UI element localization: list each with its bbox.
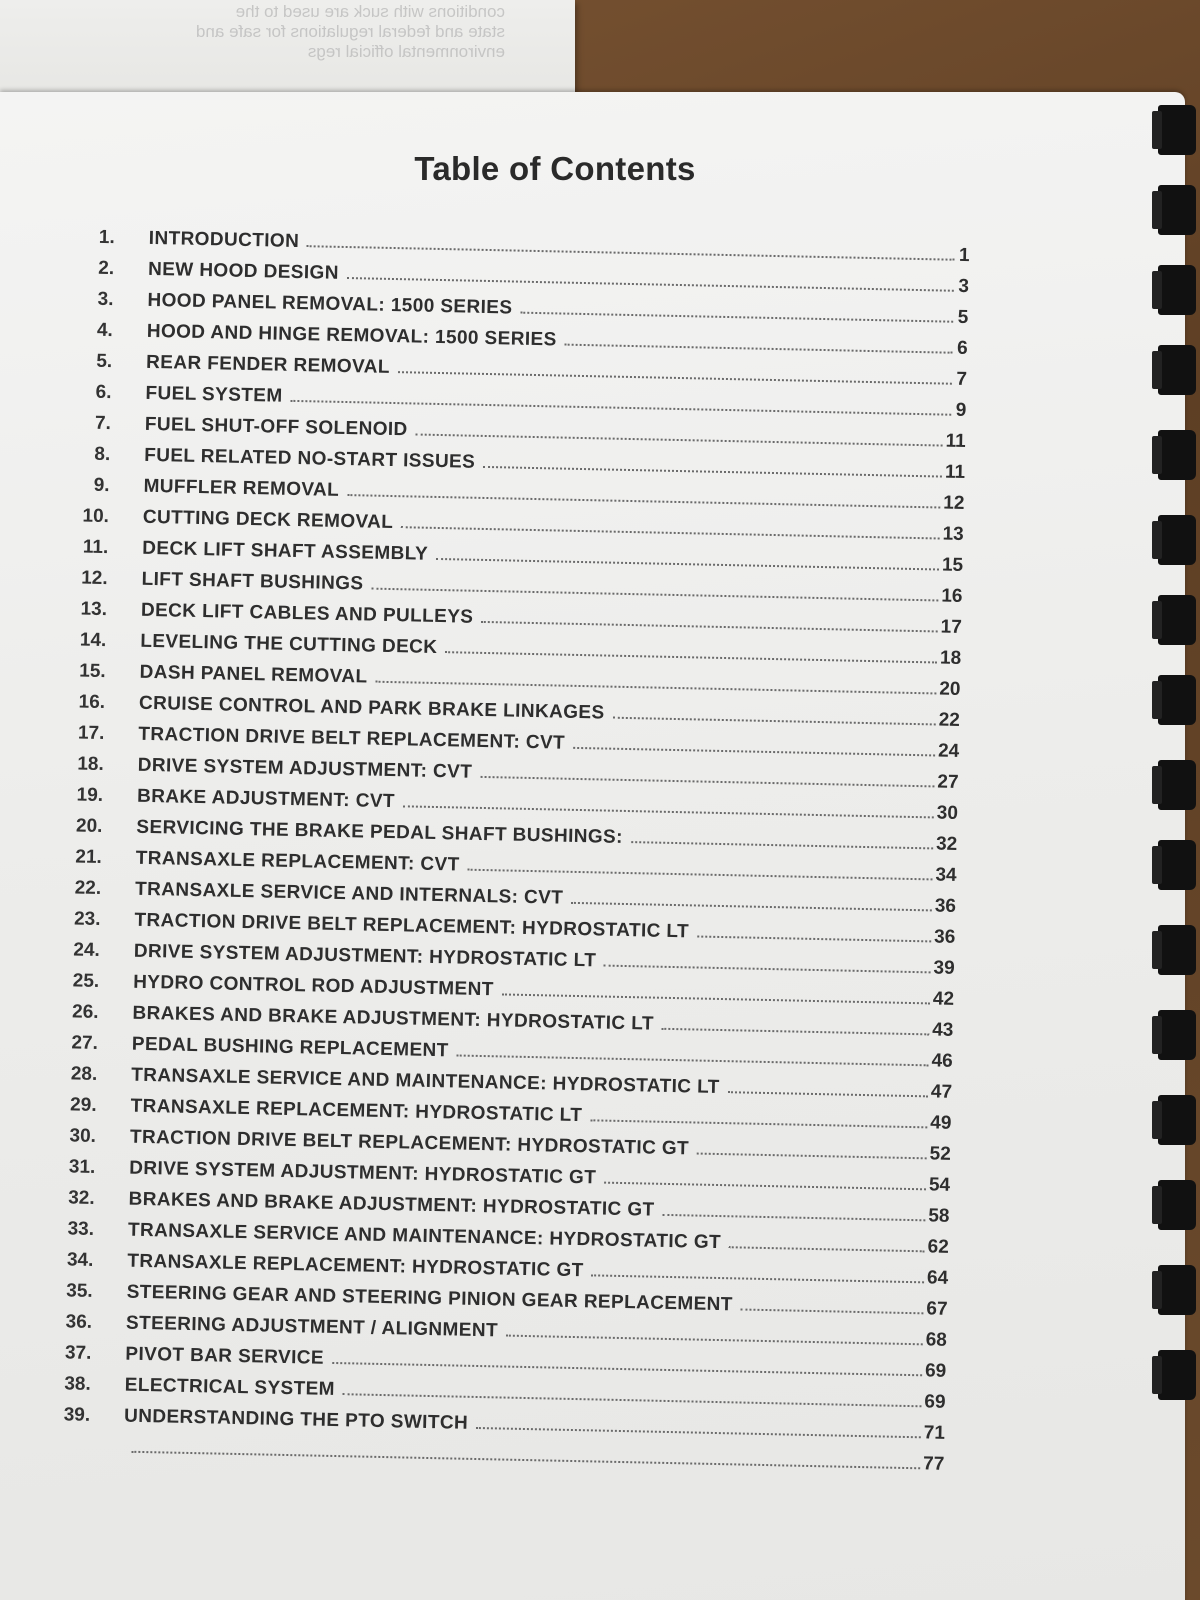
toc-entry-number: 6. bbox=[95, 381, 112, 404]
toc-entry-title: DRIVE SYSTEM ADJUSTMENT: CVT bbox=[137, 754, 473, 783]
binding-coil bbox=[1158, 1010, 1196, 1060]
toc-entry-page: 13 bbox=[942, 523, 964, 545]
toc-entry-page: 27 bbox=[937, 771, 959, 793]
binding-coil bbox=[1158, 840, 1196, 890]
toc-entry-page: 17 bbox=[940, 616, 963, 638]
toc-entry-number: 30. bbox=[69, 1125, 97, 1147]
binding-coil bbox=[1158, 430, 1196, 480]
toc-entry-title: HOOD AND HINGE REMOVAL: 1500 SERIES bbox=[146, 320, 557, 351]
toc-entry-number: 20. bbox=[75, 815, 103, 838]
toc-entry-page: 24 bbox=[937, 740, 960, 762]
dot-leader bbox=[741, 1308, 924, 1314]
toc-entry-page: 5 bbox=[957, 306, 969, 329]
toc-entry-page: 36 bbox=[933, 926, 956, 948]
background-text-line: environmental official regs bbox=[307, 42, 505, 61]
toc-entry-number: 9. bbox=[93, 474, 110, 497]
dot-leader bbox=[631, 841, 933, 849]
toc-entry-title: TRACTION DRIVE BELT REPLACEMENT: HYDROSTATIC GT bbox=[129, 1126, 690, 1160]
toc-entry-page: 34 bbox=[935, 864, 957, 886]
toc-entry-number: 36. bbox=[65, 1311, 93, 1333]
binding-coil bbox=[1158, 760, 1196, 810]
toc-entry-page: 16 bbox=[941, 585, 963, 607]
dot-leader bbox=[403, 805, 934, 818]
dot-leader bbox=[347, 494, 940, 508]
dot-leader bbox=[502, 993, 930, 1004]
dot-leader bbox=[697, 1153, 927, 1160]
page-title: Table of Contents bbox=[414, 150, 696, 187]
dot-leader bbox=[604, 1182, 926, 1191]
binding-coil bbox=[1158, 345, 1196, 395]
toc-entry-title: NEW HOOD DESIGN bbox=[147, 258, 340, 284]
toc-entry-page: 12 bbox=[943, 492, 965, 514]
dot-leader bbox=[332, 1362, 922, 1376]
binding-coil bbox=[1158, 1265, 1196, 1315]
dot-leader bbox=[476, 1427, 921, 1438]
toc-entry-title: PEDAL BUSHING REPLACEMENT bbox=[131, 1033, 449, 1062]
toc-entry-page: 77 bbox=[922, 1453, 945, 1475]
toc-entry-page: 7 bbox=[956, 368, 968, 391]
toc-entry-page: 69 bbox=[924, 1360, 947, 1382]
toc-entry-number: 19. bbox=[76, 784, 104, 807]
toc-entry-title: SERVICING THE BRAKE PEDAL SHAFT BUSHINGS: bbox=[136, 816, 624, 848]
toc-entry-title: CUTTING DECK REMOVAL bbox=[142, 506, 394, 534]
table-of-contents bbox=[34, 226, 970, 1485]
toc-entry-number bbox=[34, 1451, 123, 1453]
binding-coil bbox=[1158, 925, 1196, 975]
toc-entry-number: 2. bbox=[98, 257, 115, 280]
toc-entry-title: DECK LIFT SHAFT ASSEMBLY bbox=[142, 537, 429, 565]
binding-coil bbox=[1158, 105, 1196, 155]
dot-leader bbox=[375, 681, 936, 695]
dot-leader bbox=[131, 1451, 920, 1470]
toc-entry-number: 39. bbox=[63, 1404, 91, 1426]
toc-entry-title: TRACTION DRIVE BELT REPLACEMENT: HYDROSTATIC LT bbox=[134, 909, 690, 943]
toc-entry-number: 29. bbox=[69, 1094, 97, 1116]
toc-entry-number: 37. bbox=[64, 1342, 92, 1364]
dot-leader bbox=[590, 1119, 927, 1128]
toc-entry-number: 7. bbox=[94, 412, 112, 435]
background-text-line: state and federal regulations for safe and bbox=[195, 22, 505, 41]
dot-leader bbox=[697, 935, 931, 942]
toc-entry-title: ELECTRICAL SYSTEM bbox=[124, 1374, 336, 1401]
toc-entry-title: DASH PANEL REMOVAL bbox=[139, 661, 368, 688]
toc-entry-page: 52 bbox=[929, 1143, 951, 1165]
toc-entry-number: 38. bbox=[64, 1373, 91, 1395]
toc-entry-page: 3 bbox=[958, 275, 970, 298]
dot-leader bbox=[371, 588, 938, 602]
toc-entry-number: 15. bbox=[79, 660, 106, 683]
toc-entry-page: 39 bbox=[933, 957, 955, 979]
dot-leader bbox=[347, 277, 954, 292]
toc-entry-title: STEERING GEAR AND STEERING PINION GEAR REPLACEMENT bbox=[126, 1281, 734, 1316]
toc-entry-title: PIVOT BAR SERVICE bbox=[125, 1343, 325, 1369]
toc-entry-title: STEERING ADJUSTMENT / ALIGNMENT bbox=[125, 1312, 499, 1342]
toc-entry-title: CRUISE CONTROL AND PARK BRAKE LINKAGES bbox=[138, 692, 605, 724]
dot-leader bbox=[565, 344, 953, 354]
toc-entry-title: TRANSAXLE SERVICE AND MAINTENANCE: HYDROSTATIC GT bbox=[127, 1219, 722, 1254]
toc-entry-page: 68 bbox=[925, 1329, 948, 1351]
toc-entry-title: HOOD PANEL REMOVAL: 1500 SERIES bbox=[147, 289, 513, 319]
dot-leader bbox=[468, 869, 933, 881]
toc-entry-number: 24. bbox=[73, 939, 101, 961]
toc-entry-number: 11. bbox=[82, 536, 109, 559]
toc-entry-title: BRAKES AND BRAKE ADJUSTMENT: HYDROSTATIC GT bbox=[128, 1188, 655, 1221]
dot-leader bbox=[728, 1091, 928, 1097]
dot-leader bbox=[401, 526, 939, 539]
binding-coil bbox=[1158, 1095, 1196, 1145]
binding-coil bbox=[1158, 1180, 1196, 1230]
dot-leader bbox=[343, 1393, 922, 1407]
toc-entry-number: 1. bbox=[98, 226, 115, 249]
toc-entry-page: 9 bbox=[955, 399, 967, 422]
toc-entry-page: 15 bbox=[941, 554, 964, 576]
toc-entry-number: 25. bbox=[72, 970, 100, 992]
toc-entry-page: 71 bbox=[923, 1422, 946, 1444]
toc-entry-title: TRANSAXLE SERVICE AND MAINTENANCE: HYDROSTATIC LT bbox=[131, 1064, 720, 1099]
toc-entry-page: 46 bbox=[931, 1050, 953, 1072]
dot-leader bbox=[483, 466, 942, 478]
toc-entry-page: 54 bbox=[928, 1174, 951, 1196]
toc-entry-page: 22 bbox=[938, 709, 961, 731]
toc-entry-title: TRANSAXLE SERVICE AND INTERNALS: CVT bbox=[134, 878, 564, 909]
toc-entry-title: BRAKE ADJUSTMENT: CVT bbox=[136, 785, 396, 813]
dot-leader bbox=[662, 1214, 925, 1222]
toc-entry-number: 18. bbox=[77, 753, 104, 776]
toc-entry-number: 3. bbox=[97, 288, 114, 311]
binding-coil bbox=[1158, 515, 1196, 565]
toc-entry-page: 69 bbox=[924, 1391, 946, 1413]
toc-entry-page: 6 bbox=[956, 337, 968, 360]
toc-entry-page: 20 bbox=[939, 678, 961, 700]
background-sheet-text bbox=[0, 2, 575, 62]
toc-entry-number: 32. bbox=[68, 1187, 95, 1209]
dot-leader bbox=[398, 371, 952, 385]
toc-entry-number: 5. bbox=[96, 350, 113, 373]
spiral-binding bbox=[1156, 95, 1198, 1495]
binding-coil bbox=[1158, 265, 1196, 315]
toc-entry-title: REAR FENDER REMOVAL bbox=[145, 351, 391, 378]
toc-entry-number: 35. bbox=[66, 1280, 93, 1302]
toc-entry-number: 21. bbox=[75, 846, 103, 869]
toc-entry-title: DECK LIFT CABLES AND PULLEYS bbox=[140, 599, 474, 628]
dot-leader bbox=[436, 558, 939, 571]
toc-entry-title: UNDERSTANDING THE PTO SWITCH bbox=[123, 1405, 469, 1434]
toc-entry-page: 47 bbox=[930, 1081, 953, 1103]
toc-entry-page: 64 bbox=[926, 1267, 949, 1289]
toc-entry-title: FUEL SHUT-OFF SOLENOID bbox=[144, 413, 408, 441]
toc-entry-page: 49 bbox=[930, 1112, 952, 1134]
toc-entry-number: 28. bbox=[70, 1063, 98, 1085]
binding-coil bbox=[1158, 675, 1196, 725]
toc-entry-title: LEVELING THE CUTTING DECK bbox=[140, 630, 438, 658]
toc-entry-title: DRIVE SYSTEM ADJUSTMENT: HYDROSTATIC LT bbox=[133, 940, 597, 972]
toc-entry-number: 34. bbox=[66, 1249, 94, 1271]
toc-entry-title: TRACTION DRIVE BELT REPLACEMENT: CVT bbox=[138, 723, 566, 754]
dot-leader bbox=[612, 717, 935, 726]
dot-leader bbox=[729, 1246, 925, 1252]
toc-entry-page: 62 bbox=[927, 1236, 950, 1258]
toc-entry-page: 42 bbox=[932, 988, 955, 1010]
toc-entry-number: 26. bbox=[71, 1001, 99, 1023]
background-text-line: conditions with suck are used to the bbox=[235, 2, 505, 21]
toc-entry-page: 58 bbox=[928, 1205, 950, 1227]
toc-entry-page: 32 bbox=[935, 833, 958, 855]
dot-leader bbox=[416, 433, 943, 446]
toc-entry-title: TRANSAXLE REPLACEMENT: HYDROSTATIC LT bbox=[130, 1095, 583, 1127]
toc-entry-number: 22. bbox=[74, 877, 102, 900]
toc-entry-number: 31. bbox=[68, 1156, 96, 1178]
binding-coil bbox=[1158, 595, 1196, 645]
toc-entry-number: 16. bbox=[78, 691, 106, 714]
toc-entry-number: 23. bbox=[73, 908, 101, 930]
toc-entry-number: 27. bbox=[71, 1032, 99, 1054]
toc-entry-number: 8. bbox=[94, 443, 111, 466]
binding-coil bbox=[1158, 185, 1196, 235]
toc-entry-page: 67 bbox=[926, 1298, 948, 1320]
toc-entry-page: 11 bbox=[944, 461, 966, 484]
binding-coil bbox=[1158, 1350, 1196, 1400]
dot-leader bbox=[506, 1335, 923, 1346]
dot-leader bbox=[457, 1054, 929, 1066]
toc-entry-number: 14. bbox=[79, 629, 107, 652]
toc-entry-number: 17. bbox=[77, 722, 105, 745]
toc-entry-title: BRAKES AND BRAKE ADJUSTMENT: HYDROSTATIC LT bbox=[132, 1002, 655, 1035]
toc-entry-title: LIFT SHAFT BUSHINGS bbox=[141, 568, 364, 595]
toc-entry-title: TRANSAXLE REPLACEMENT: CVT bbox=[135, 847, 460, 876]
toc-entry-title: HYDRO CONTROL ROD ADJUSTMENT bbox=[132, 971, 494, 1001]
toc-entry-page: 18 bbox=[939, 647, 962, 669]
toc-entry-title: TRANSAXLE REPLACEMENT: HYDROSTATIC GT bbox=[127, 1250, 584, 1282]
dot-leader bbox=[573, 747, 935, 757]
dot-leader bbox=[480, 776, 934, 788]
toc-entry-title: FUEL SYSTEM bbox=[145, 382, 283, 407]
toc-entry-number: 4. bbox=[96, 319, 114, 342]
dot-leader bbox=[591, 1274, 923, 1283]
dot-leader bbox=[662, 1028, 929, 1036]
dot-leader bbox=[571, 902, 932, 912]
toc-entry-page: 43 bbox=[931, 1019, 954, 1041]
toc-entry-page: 11 bbox=[945, 430, 966, 453]
toc-entry-number: 33. bbox=[67, 1218, 95, 1240]
toc-entry-page: 36 bbox=[934, 895, 957, 917]
toc-entry-title: DRIVE SYSTEM ADJUSTMENT: HYDROSTATIC GT bbox=[129, 1157, 597, 1189]
toc-entry-title: MUFFLER REMOVAL bbox=[143, 475, 340, 501]
toc-entry-number: 10. bbox=[82, 505, 110, 528]
dot-leader bbox=[307, 245, 954, 261]
toc-entry-page: 1 bbox=[958, 244, 970, 267]
toc-entry-title: FUEL RELATED NO-START ISSUES bbox=[143, 444, 476, 473]
dot-leader bbox=[520, 312, 953, 323]
dot-leader bbox=[481, 621, 937, 633]
dot-leader bbox=[290, 400, 951, 416]
toc-entry-number: 13. bbox=[80, 598, 108, 621]
toc-entry-title: INTRODUCTION bbox=[148, 227, 300, 253]
toc-entry-number: 12. bbox=[80, 567, 108, 590]
dot-leader bbox=[604, 965, 930, 974]
dot-leader bbox=[445, 651, 937, 663]
toc-entry-page: 30 bbox=[936, 802, 959, 824]
